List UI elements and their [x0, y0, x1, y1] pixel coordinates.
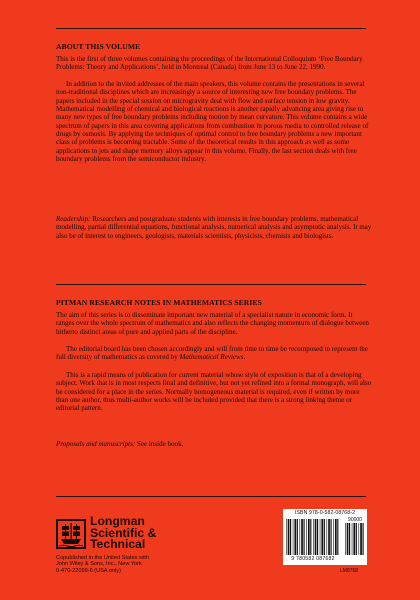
barcode-bar — [297, 519, 298, 555]
about-paragraph-2: In addition to the invited addresses of the main speakers, this volume contains the presentations in several non-traditional disciplines which are increasingly a source of interesting new free boundary problems. The papers included in the special session on microgravity deal with flow and surface tension in low gravity. Mathematical modelling of chemical and biological reactions is another rapidly advancing area giving rise to many new types of free boundary problems including motion by mean curvature. This volume contains a wide spectrum of papers in this area covering applications from combustion in porous media to controlled release of drugs by osmosis. By applying the techniques of optimal control to free boundary problems a new important class of problems is becoming tractable. Some of the theoretical results in this approach as well as some applications to jets and shape memory alloys appear in this volume. Finally, the last section deals with free boundary problems from the semiconductor industry. — [56, 80, 369, 164]
barcode-bar — [304, 519, 305, 555]
barcode-bar — [301, 519, 303, 555]
readership-paragraph — [56, 215, 372, 240]
barcode-bar — [308, 519, 310, 555]
copub-line-2: John Wiley & Sons, Inc., New York — [56, 561, 142, 568]
barcode-bar — [315, 519, 317, 555]
barcode-bar — [345, 523, 346, 555]
publisher-name-line-3: Technical — [90, 537, 146, 552]
series-paragraph-2 — [56, 345, 372, 362]
barcode-bar — [300, 519, 301, 555]
barcode-bar — [333, 519, 334, 555]
publisher-name-line-2: Scientific & — [90, 525, 157, 540]
about-heading: ABOUT THIS VOLUME — [56, 42, 141, 51]
product-code: LM8768 — [340, 568, 359, 574]
proposals-paragraph — [56, 440, 372, 448]
barcode-bar — [356, 523, 357, 555]
copub-line-3: 0-470-22099-6 (USA only) — [56, 567, 121, 574]
about-paragraph-1: This is the first of three volumes containing the proceedings of the International Colloquium ‘Free Boundary Problems: Theory and Applications’, held in Montreal (Canada) from June 13 to June 22, 1990. — [56, 55, 363, 72]
barcode-bar — [288, 519, 290, 555]
barcode-bar — [331, 519, 332, 555]
isbn-label: ISBN 978-0-582-08768-2 — [294, 510, 356, 516]
top-rule — [56, 28, 366, 29]
mathematical-reviews: Mathematical Reviews — [179, 353, 244, 362]
proposals-text: See inside book. — [136, 440, 184, 448]
barcode-bar — [353, 523, 355, 555]
proposals-label: Proposals and manuscripts: — [56, 440, 136, 448]
barcode-bar — [310, 519, 311, 555]
series-paragraph-1: The aim of this series is to disseminate important new material of a specialist nature in economic form. It ranges over the whole spectrum of mathematics and also reflects the changing momentum of dialogue between hitherto distinct areas of pure and applied parts of the discipline. — [56, 311, 369, 336]
series-heading: PITMAN RESEARCH NOTES IN MATHEMATICS SERIES — [56, 298, 262, 307]
series-p2-end: . — [243, 353, 246, 362]
barcode-bar — [363, 523, 364, 555]
barcode-bar — [320, 519, 321, 555]
barcode-bar — [321, 519, 323, 555]
ean-barcode — [285, 519, 341, 555]
publisher-name-line-1: Longman — [90, 514, 145, 528]
series-p2-text: The editorial board has been chosen accordingly and will from time to time be recomposed to represent the full diversity of mathematics as covered by — [56, 345, 368, 362]
barcode-bar — [352, 523, 353, 555]
middle-rule — [56, 284, 366, 285]
barcode-bar — [293, 519, 294, 555]
barcode-bar — [313, 519, 314, 555]
series-paragraph-3: This is a rapid means of publication for current material whose style of exposition is that of a developing subject. Work that is in most respects final and definitive, but not yet refined into a formal monograph, will also be considered for a place in the series. Normally homogeneous material is required, even if written by more than one author, thus multi-author works will be included provided that there is a strong linking theme or editorial pattern. — [56, 371, 372, 413]
barcode-bar — [294, 519, 296, 555]
barcode-bar — [328, 519, 330, 555]
barcode-bar — [317, 519, 318, 555]
publisher-name — [90, 516, 156, 551]
addon-digits: 90000 — [348, 517, 362, 523]
bottom-rule — [56, 496, 366, 497]
barcode-bar — [327, 519, 328, 555]
barcode-bar — [337, 519, 338, 555]
readership-text: Researchers and postgraduate students with interests in free boundary problems, mathematical modelling, partial differential equations, functional analysis, numerical analysis and asymptotic analysis. It may also be of interest to engineers, geologists, materials scientists, physicists, chemists and biologists. — [56, 215, 372, 240]
barcode-bar — [349, 523, 350, 555]
barcode-bar — [360, 523, 362, 555]
copublisher-notice — [56, 555, 186, 574]
barcode-bar — [347, 523, 349, 555]
readership-label: Readership: — [56, 215, 91, 223]
longman-ship-logo — [56, 519, 86, 549]
barcode-bar — [324, 519, 325, 555]
barcode-bar — [359, 523, 360, 555]
addon-barcode — [344, 523, 366, 555]
barcode-bar — [306, 519, 307, 555]
barcode-bar — [335, 519, 337, 555]
barcode-bar — [290, 519, 291, 555]
ean-digits: 9 780582 087682 — [291, 556, 335, 562]
barcode-bar — [286, 519, 287, 555]
copub-line-1: Copublished in the United States with — [56, 555, 149, 561]
